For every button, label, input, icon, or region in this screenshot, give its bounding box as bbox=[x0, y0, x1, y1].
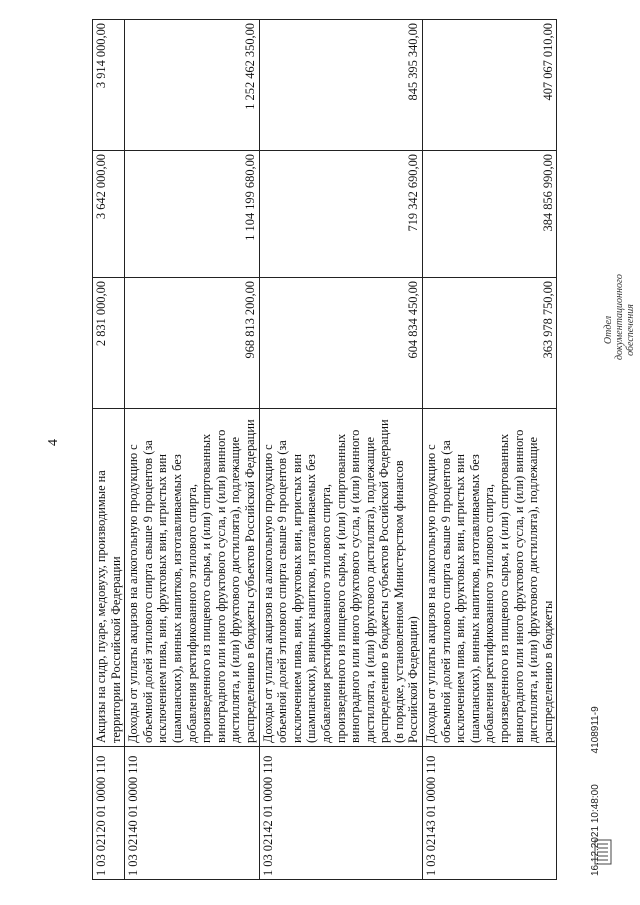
amount-year1-cell: 2 831 000,00 bbox=[93, 278, 125, 409]
revenue-name-cell: Доходы от уплаты акцизов на алкогольную продукцию с объемной долей этилового спирта свыше 9 процентов (за исключением пива, вин, фруктовых вин, игристых вин (шампанских), винных напитков, изготавливаемых без добавления ректификованного этилового спирта, произведенного из пищевого сырья, и (или) спиртованных виноградного или иного фруктового сусла, и (или) винного дистиллята, и (или) фруктового дистиллята), подлежащие распределению в бюджеты субъектов Российской Федерации (в порядке, установленном Министерством финансов Российской Федерации) bbox=[259, 409, 423, 747]
revenue-name-cell: Доходы от уплаты акцизов на алкогольную продукцию с объемной долей этилового спирта свыше 9 процентов (за исключением пива, вин, фруктовых вин, игристых вин (шампанских), винных напитков, изготавливаемых без добавления ректификованного этилового спирта, произведенного из пищевого сырья, и (или) спиртованных виноградного или иного фруктового сусла, и (или) винного дистиллята, и (или) фруктового дистиллята), подлежащие распределению в бюджеты субъектов Российской Федерации bbox=[125, 409, 259, 747]
revenue-name-cell: Акцизы на сидр, пуаре, медовуху, производимые на территории Российской Федерации bbox=[93, 409, 125, 747]
amount-year2-cell: 384 856 990,00 bbox=[423, 151, 557, 278]
revenue-name-cell: Доходы от уплаты акцизов на алкогольную продукцию с объемной долей этилового спирта свыше 9 процентов (за исключением пива, вин, фруктовых вин, игристых вин (шампанских), винных напитков, изготавливаемых без добавления ректификованного этилового спирта, произведенного из пищевого сырья, и (или) спиртованных виноградного или иного фруктового сусла, и (или) винного дистиллята, и (или) фруктового дистиллята), подлежащие распределению в бюджеты bbox=[423, 409, 557, 747]
amount-year3-cell: 845 395 340,00 bbox=[259, 20, 423, 151]
amount-year2-cell: 719 342 690,00 bbox=[259, 151, 423, 278]
budget-code-cell: 1 03 02142 01 0000 110 bbox=[259, 747, 423, 880]
amount-year3-cell: 3 914 000,00 bbox=[93, 20, 125, 151]
document-footer bbox=[590, 588, 601, 898]
amount-year2-cell: 1 104 199 680,00 bbox=[125, 151, 259, 278]
department-stamp: Отдел документационного обеспечения bbox=[603, 274, 636, 360]
budget-code-cell: 1 03 02140 01 0000 110 bbox=[125, 747, 259, 880]
rotated-page bbox=[92, 20, 557, 880]
budget-code-cell: 1 03 02143 01 0000 110 bbox=[423, 747, 557, 880]
amount-year2-cell: 3 642 000,00 bbox=[93, 151, 125, 278]
budget-code-cell: 1 03 02120 01 0000 110 bbox=[93, 747, 125, 880]
amount-year1-cell: 604 834 450,00 bbox=[259, 278, 423, 409]
amount-year3-cell: 407 067 010,00 bbox=[423, 20, 557, 151]
table-row bbox=[259, 20, 423, 880]
budget-revenue-table bbox=[92, 19, 557, 880]
amount-year3-cell: 1 252 462 350,00 bbox=[125, 20, 259, 151]
footer-timestamp: 16.12.2021 10:48:00 bbox=[590, 784, 601, 876]
footer-document-number: 4108911-9 bbox=[590, 706, 601, 754]
table-row bbox=[423, 20, 557, 880]
table-row bbox=[93, 20, 125, 880]
amount-year1-cell: 363 978 750,00 bbox=[423, 278, 557, 409]
table-row bbox=[125, 20, 259, 880]
amount-year1-cell: 968 813 200,00 bbox=[125, 278, 259, 409]
page-number: 4 bbox=[46, 439, 61, 446]
